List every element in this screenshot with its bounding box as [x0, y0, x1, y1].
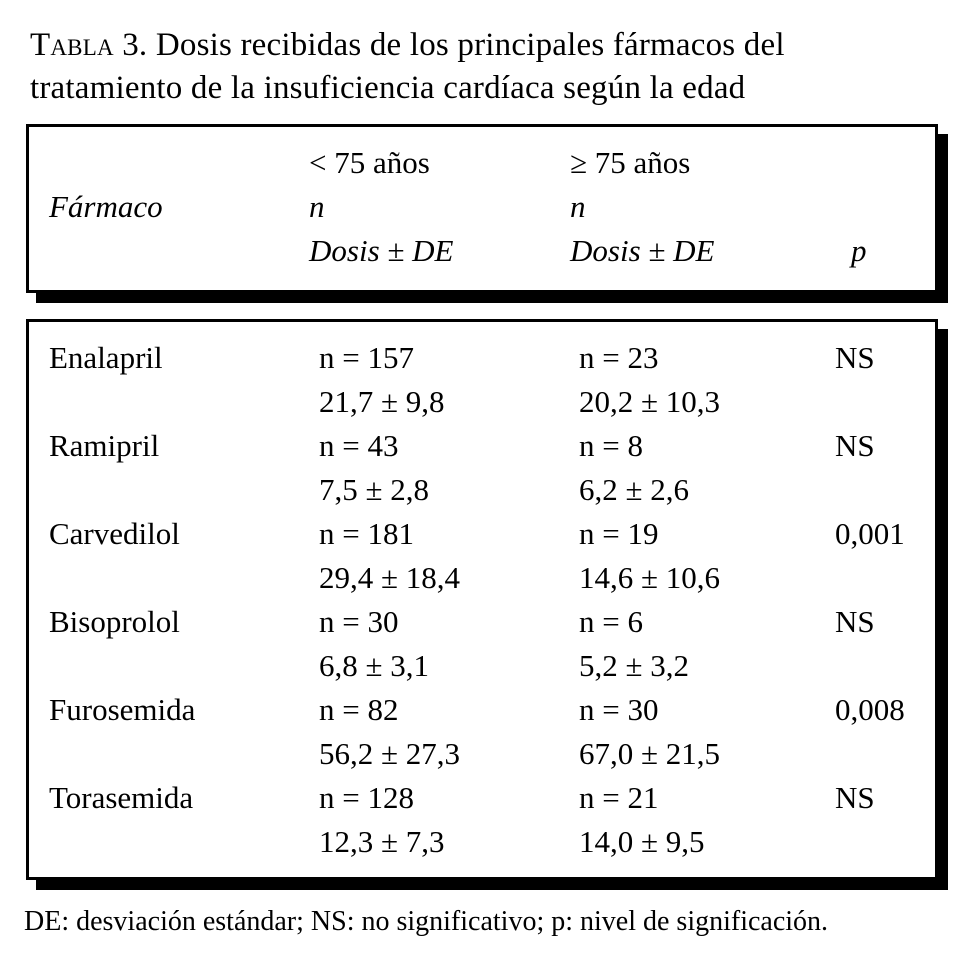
- header-group2-age: ≥ 75 años: [570, 145, 691, 180]
- row-p: NS: [835, 604, 875, 639]
- row-group2: [579, 600, 689, 688]
- header-group1-dose: Dosis ± DE: [309, 233, 454, 268]
- row-p: NS: [835, 428, 875, 463]
- row-group1-dose: 29,4 ± 18,4: [319, 560, 461, 595]
- table-body-box: [26, 319, 938, 880]
- row-group2-n: n = 21: [579, 780, 659, 815]
- row-group1-dose: 6,8 ± 3,1: [319, 648, 430, 683]
- table-header-box: [26, 124, 938, 293]
- row-group1: [319, 336, 445, 424]
- row-group1-dose: 7,5 ± 2,8: [319, 472, 430, 507]
- row-drug: Bisoprolol: [49, 604, 180, 639]
- row-drug: Ramipril: [49, 428, 160, 463]
- row-p: 0,008: [835, 692, 905, 727]
- row-group1-n: n = 128: [319, 780, 414, 815]
- row-p: NS: [835, 340, 875, 375]
- table-row: [29, 336, 935, 424]
- caption-number: 3.: [113, 27, 148, 63]
- row-drug: Furosemida: [49, 692, 196, 727]
- caption-label: Tabla: [30, 27, 114, 63]
- row-group2-n: n = 8: [579, 428, 643, 463]
- row-group1: [319, 776, 445, 864]
- row-group1-n: n = 30: [319, 604, 399, 639]
- row-group1-n: n = 43: [319, 428, 399, 463]
- row-group2-dose: 5,2 ± 3,2: [579, 648, 690, 683]
- table-caption: [30, 24, 960, 110]
- row-group2-dose: 20,2 ± 10,3: [579, 384, 721, 419]
- row-group2: [579, 336, 720, 424]
- row-group2: [579, 424, 689, 512]
- table-row: [29, 600, 935, 688]
- row-p: 0,001: [835, 516, 905, 551]
- row-group1-n: n = 157: [319, 340, 414, 375]
- table-row: [29, 424, 935, 512]
- row-drug: Torasemida: [49, 780, 194, 815]
- row-group1: [319, 600, 429, 688]
- row-group2-n: n = 23: [579, 340, 659, 375]
- row-group2-n: n = 6: [579, 604, 643, 639]
- row-group2-n: n = 19: [579, 516, 659, 551]
- header-group2-dose: Dosis ± DE: [570, 233, 715, 268]
- header-drug: Fármaco: [49, 189, 163, 224]
- header-group2-n: n: [570, 189, 586, 224]
- caption-text-line2: tratamiento de la insuficiencia cardíaca según la edad: [30, 70, 746, 106]
- row-group2-dose: 6,2 ± 2,6: [579, 472, 690, 507]
- row-group2: [579, 688, 720, 776]
- table-row: [29, 688, 935, 776]
- table-row: [29, 776, 935, 864]
- row-group1-n: n = 181: [319, 516, 414, 551]
- row-group1-dose: 21,7 ± 9,8: [319, 384, 445, 419]
- header-p: p: [851, 233, 867, 268]
- header-group1-n: n: [309, 189, 325, 224]
- row-drug: Enalapril: [49, 340, 163, 375]
- row-group2-dose: 67,0 ± 21,5: [579, 736, 721, 771]
- header-group-75-plus: [570, 141, 714, 273]
- row-group2: [579, 512, 720, 600]
- row-group1: [319, 688, 460, 776]
- row-group2-n: n = 30: [579, 692, 659, 727]
- table-row: [29, 512, 935, 600]
- table-footnote: DE: desviación estándar; NS: no significativo; p: nivel de significación.: [24, 906, 829, 937]
- row-group1-n: n = 82: [319, 692, 399, 727]
- row-group1-dose: 56,2 ± 27,3: [319, 736, 461, 771]
- header-group1-age: < 75 años: [309, 145, 430, 180]
- row-group1: [319, 512, 460, 600]
- row-group2-dose: 14,0 ± 9,5: [579, 824, 705, 859]
- row-group2: [579, 776, 705, 864]
- row-group1-dose: 12,3 ± 7,3: [319, 824, 445, 859]
- row-group1: [319, 424, 429, 512]
- row-p: NS: [835, 780, 875, 815]
- caption-text-line1: Dosis recibidas de los principales fármacos del: [147, 27, 785, 63]
- header-group-under-75: [309, 141, 453, 273]
- row-drug: Carvedilol: [49, 516, 180, 551]
- row-group2-dose: 14,6 ± 10,6: [579, 560, 721, 595]
